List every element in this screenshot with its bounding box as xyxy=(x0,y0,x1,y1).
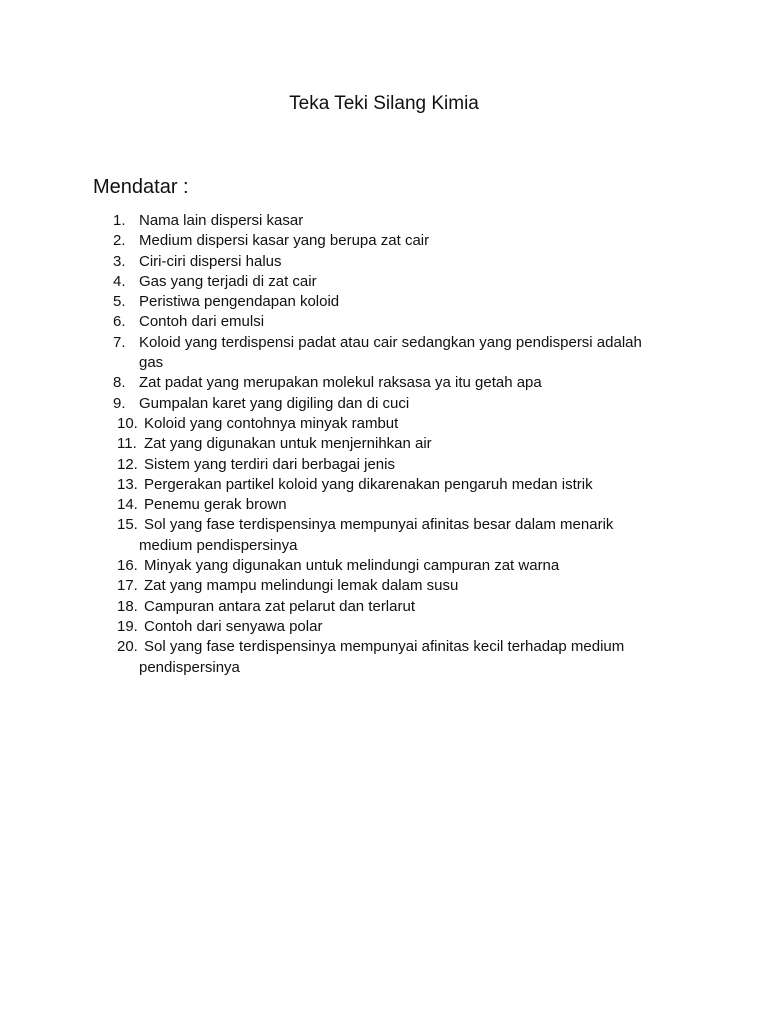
clue-number: 17. xyxy=(117,577,138,595)
clue-text: Zat yang mampu melindungi lemak dalam susu xyxy=(144,577,459,595)
clue-number: 20. xyxy=(117,638,138,656)
clue-number: 18. xyxy=(117,597,138,615)
clue-number: 4. xyxy=(113,272,126,290)
clue-number: 2. xyxy=(113,232,126,250)
clue-item-18 xyxy=(0,597,768,617)
clue-item-9 xyxy=(0,394,768,414)
clue-text: Sol yang fase terdispensinya mempunyai afinitas besar dalam menarik xyxy=(144,516,614,534)
clue-number: 1. xyxy=(113,212,126,229)
clue-text: Koloid yang contohnya minyak rambut xyxy=(144,414,399,432)
clue-item-12 xyxy=(0,455,768,475)
clue-number: 5. xyxy=(113,293,126,311)
clue-item-5 xyxy=(0,292,768,312)
section-heading-mendatar: Mendatar : xyxy=(93,176,189,198)
clue-number: 12. xyxy=(117,455,138,473)
clue-item-7 xyxy=(0,333,768,374)
clue-text: Nama lain dispersi kasar xyxy=(139,212,304,229)
clue-text: Peristiwa pengendapan koloid xyxy=(139,293,340,311)
clue-item-4 xyxy=(0,272,768,292)
clue-text: Penemu gerak brown xyxy=(144,496,287,514)
clue-number: 9. xyxy=(113,394,126,412)
clue-item-20 xyxy=(0,637,768,678)
clue-item-3 xyxy=(0,252,768,272)
clue-text: Pergerakan partikel koloid yang dikarenakan pengaruh medan istrik xyxy=(144,475,593,493)
clue-item-2 xyxy=(0,231,768,251)
clue-number: 11. xyxy=(117,435,137,453)
clue-item-6 xyxy=(0,312,768,332)
clue-text: Campuran antara zat pelarut dan terlarut xyxy=(144,597,415,615)
clue-text-continuation: pendispersinya xyxy=(139,658,240,676)
clue-text: Koloid yang terdispensi padat atau cair sedangkan yang pendispersi adalah xyxy=(139,333,642,351)
clue-number: 10. xyxy=(117,414,138,432)
clue-number: 8. xyxy=(113,374,126,392)
clue-text: Contoh dari senyawa polar xyxy=(144,617,323,635)
clue-text: Zat padat yang merupakan molekul raksasa ya itu getah apa xyxy=(139,374,542,392)
page-title: Teka Teki Silang Kimia xyxy=(289,93,479,114)
clue-number: 6. xyxy=(113,313,126,331)
clue-text: Ciri-ciri dispersi halus xyxy=(139,252,282,270)
clue-item-14 xyxy=(0,495,768,515)
clue-number: 16. xyxy=(117,557,138,575)
clue-item-1 xyxy=(0,211,768,231)
clue-item-8 xyxy=(0,373,768,393)
clue-item-17 xyxy=(0,576,768,596)
clue-item-19 xyxy=(0,617,768,637)
clue-item-15 xyxy=(0,515,768,556)
clue-text: Gumpalan karet yang digiling dan di cuci xyxy=(139,394,410,412)
clue-number: 15. xyxy=(117,516,138,534)
clue-text: Medium dispersi kasar yang berupa zat cair xyxy=(139,232,430,250)
clue-text: Gas yang terjadi di zat cair xyxy=(139,272,317,290)
clue-item-13 xyxy=(0,475,768,495)
clue-number: 13. xyxy=(117,475,138,493)
clue-text: Contoh dari emulsi xyxy=(139,313,265,331)
clue-text: Sistem yang terdiri dari berbagai jenis xyxy=(144,455,395,473)
clue-text: Minyak yang digunakan untuk melindungi campuran zat warna xyxy=(144,557,560,575)
clue-list xyxy=(0,211,768,678)
clue-item-16 xyxy=(0,556,768,576)
clue-number: 14. xyxy=(117,496,138,514)
clue-number: 19. xyxy=(117,617,138,635)
clue-text: Zat yang digunakan untuk menjernihkan air xyxy=(144,435,432,453)
clue-number: 7. xyxy=(113,333,126,351)
clue-item-10 xyxy=(0,414,768,434)
clue-number: 3. xyxy=(113,252,126,270)
clue-text: Sol yang fase terdispensinya mempunyai afinitas kecil terhadap medium xyxy=(144,638,625,656)
clue-text-continuation: gas xyxy=(139,354,164,372)
clue-text-continuation: medium pendispersinya xyxy=(139,536,298,554)
clue-item-11 xyxy=(0,434,768,454)
